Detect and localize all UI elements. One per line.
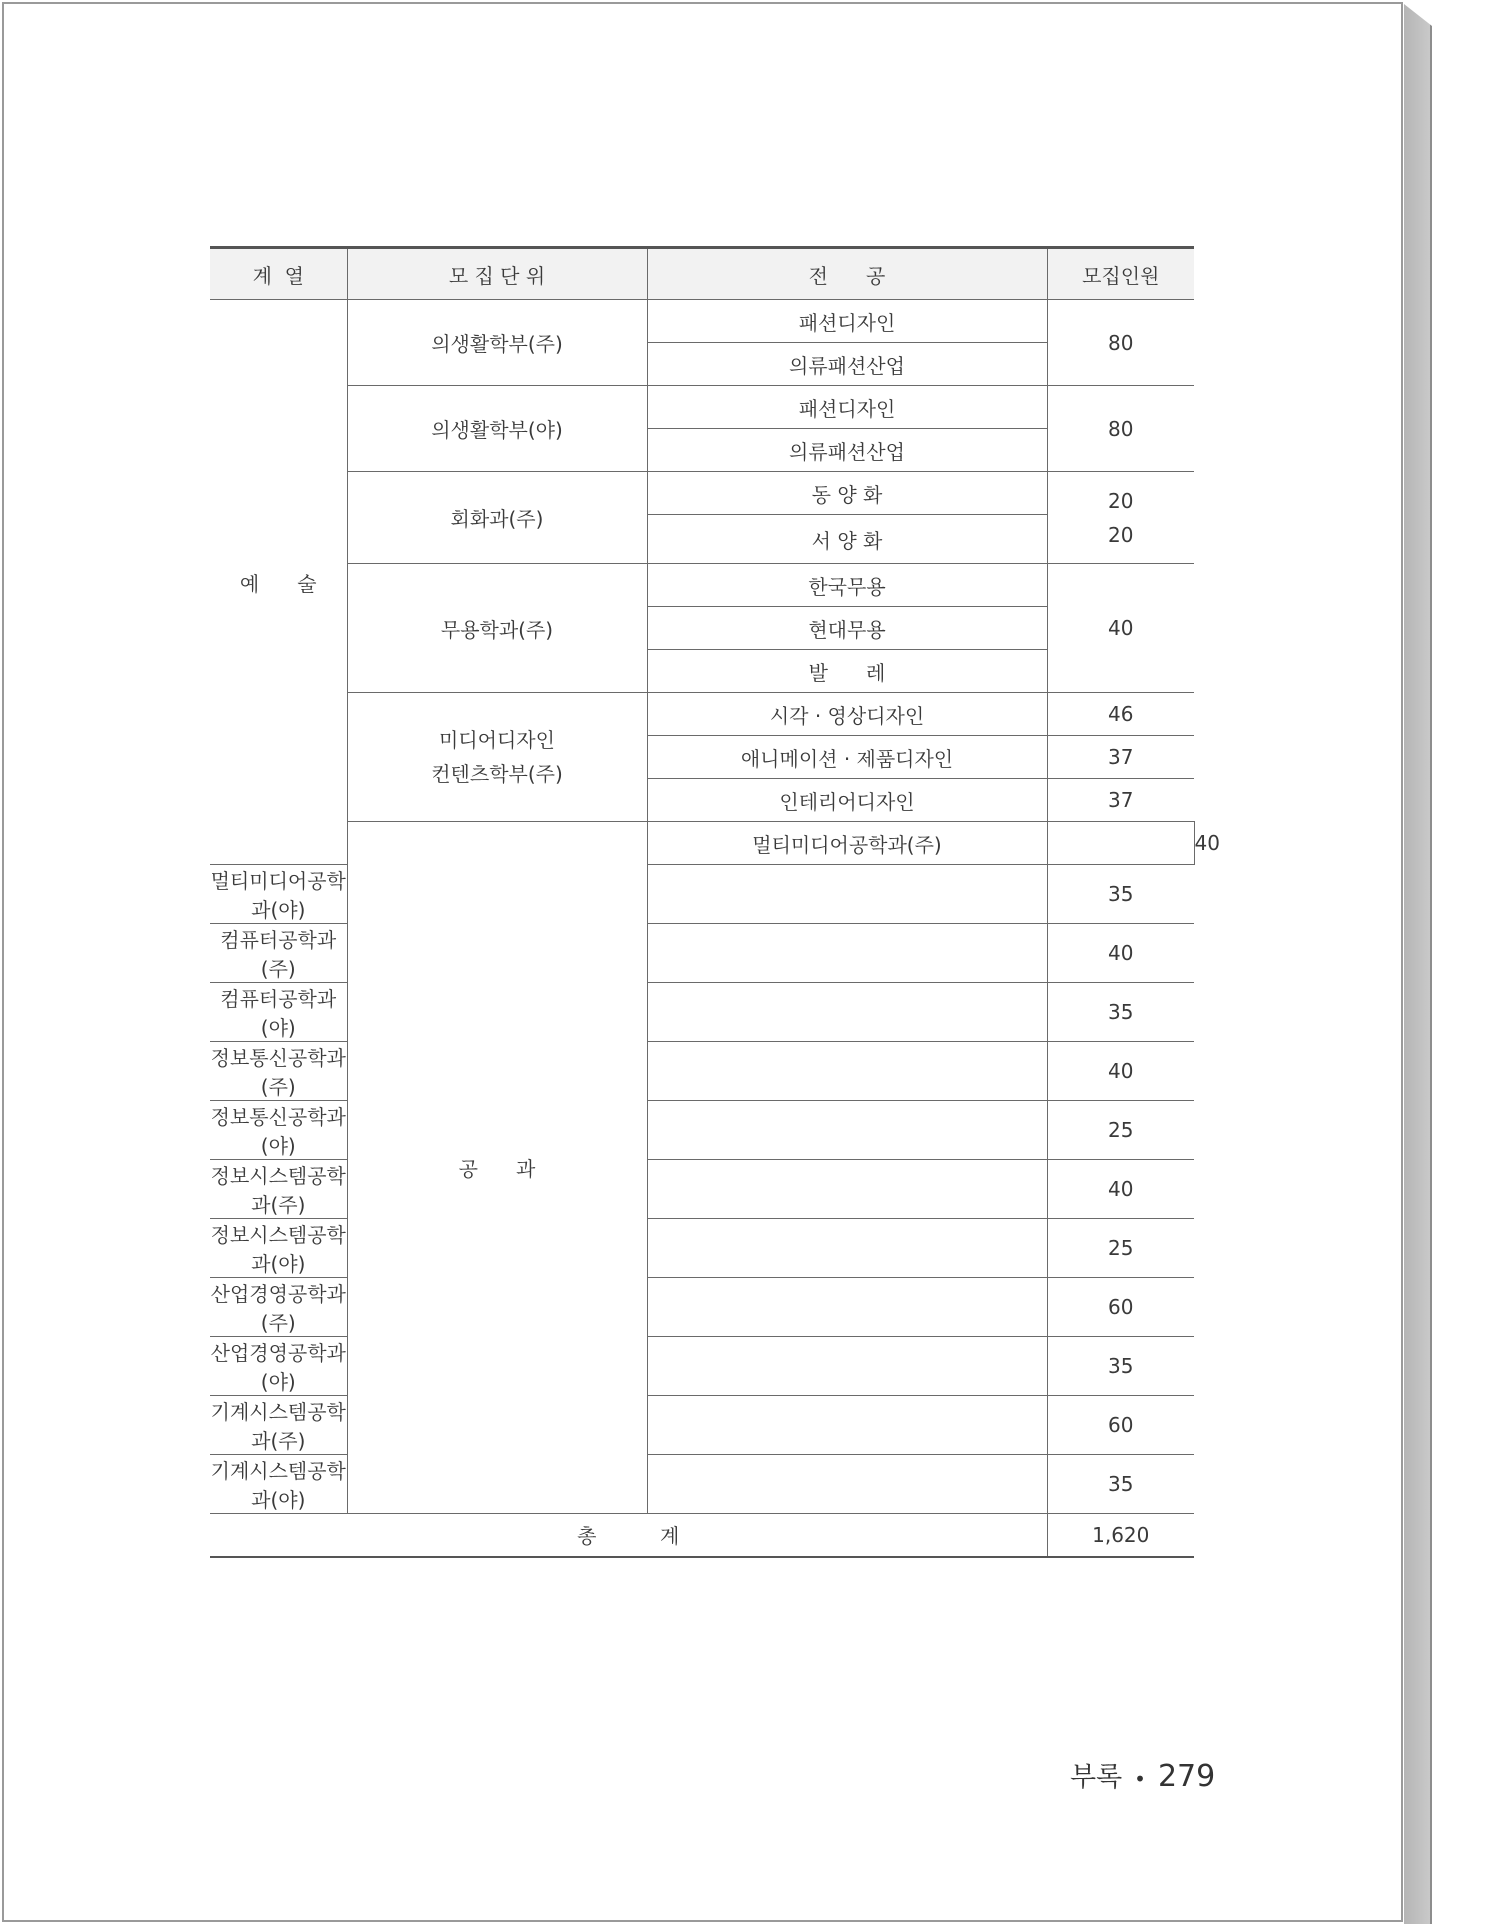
header-count: 모집인원	[1047, 248, 1194, 300]
unit-cell: 산업경영공학과(주)	[210, 1278, 347, 1337]
total-row	[210, 1514, 1194, 1557]
major-cell	[647, 1278, 1047, 1337]
footer-section: 부록	[1070, 1762, 1123, 1793]
count-cell: 60	[1047, 1278, 1194, 1337]
major-cell	[647, 1337, 1047, 1396]
count-cell: 46	[1047, 693, 1194, 736]
major-cell: 패션디자인	[647, 300, 1047, 343]
unit-cell: 기계시스템공학과(주)	[210, 1396, 347, 1455]
category-engineering: 공 과	[347, 822, 647, 1514]
category-art: 예 술	[210, 300, 347, 865]
unit-cell: 산업경영공학과(야)	[210, 1337, 347, 1396]
major-cell	[647, 865, 1047, 924]
total-value: 1,620	[1047, 1514, 1194, 1557]
major-cell	[647, 1042, 1047, 1101]
major-cell	[647, 1219, 1047, 1278]
count-cell: 37	[1047, 779, 1194, 822]
count-cell: 40	[1047, 1042, 1194, 1101]
count-cell: 40	[1047, 1160, 1194, 1219]
count-cell: 60	[1047, 1396, 1194, 1455]
table-row	[210, 472, 1194, 515]
unit-cell: 무용학과(주)	[347, 564, 647, 693]
unit-cell: 의생활학부(주)	[347, 300, 647, 386]
header-major: 전 공	[647, 248, 1047, 300]
unit-cell: 멀티미디어공학과(야)	[210, 865, 347, 924]
count-cell: 25	[1047, 1219, 1194, 1278]
page-number: 279	[1157, 1759, 1216, 1794]
unit-line: 컨텐츠학부(주)	[431, 762, 563, 786]
major-cell: 패션디자인	[647, 386, 1047, 429]
count-cell: 35	[1047, 983, 1194, 1042]
major-cell	[647, 1101, 1047, 1160]
header-category: 계 열	[210, 248, 347, 300]
table-row	[210, 564, 1194, 607]
unit-cell: 컴퓨터공학과(주)	[210, 924, 347, 983]
unit-line: 미디어디자인	[439, 728, 555, 752]
table-row	[210, 693, 1194, 736]
table-row	[210, 386, 1194, 429]
table-row	[210, 300, 1194, 343]
unit-cell: 정보시스템공학과(야)	[210, 1219, 347, 1278]
major-cell: 애니메이션 · 제품디자인	[647, 736, 1047, 779]
major-cell: 서 양 화	[647, 515, 1047, 564]
major-cell	[647, 1160, 1047, 1219]
count-value: 20	[1108, 522, 1134, 547]
unit-cell: 기계시스템공학과(야)	[210, 1455, 347, 1514]
unit-cell: 정보통신공학과(야)	[210, 1101, 347, 1160]
count-cell: 35	[1047, 865, 1194, 924]
major-cell	[1047, 822, 1194, 865]
major-cell	[647, 983, 1047, 1042]
count-cell: 40	[1047, 564, 1194, 693]
major-cell	[647, 1396, 1047, 1455]
count-cell: 25	[1047, 1101, 1194, 1160]
unit-cell: 정보시스템공학과(주)	[210, 1160, 347, 1219]
count-cell: 40	[1047, 924, 1194, 983]
count-cell: 80	[1047, 300, 1194, 386]
major-cell: 인테리어디자인	[647, 779, 1047, 822]
page-edge	[1404, 4, 1432, 1924]
page-footer	[1070, 1755, 1215, 1794]
count-cell: 37	[1047, 736, 1194, 779]
major-cell: 현대무용	[647, 607, 1047, 650]
major-cell: 발 레	[647, 650, 1047, 693]
table-row	[210, 822, 1194, 865]
total-label: 총 계	[210, 1514, 1047, 1557]
major-cell: 동 양 화	[647, 472, 1047, 515]
count-value: 20	[1108, 488, 1134, 513]
unit-cell	[347, 693, 647, 822]
count-cell: 35	[1047, 1337, 1194, 1396]
count-cell: 80	[1047, 386, 1194, 472]
unit-cell: 회화과(주)	[347, 472, 647, 564]
major-cell: 시각 · 영상디자인	[647, 693, 1047, 736]
major-cell: 의류패션산업	[647, 343, 1047, 386]
unit-cell: 의생활학부(야)	[347, 386, 647, 472]
unit-cell: 컴퓨터공학과(야)	[210, 983, 347, 1042]
count-cell: 35	[1047, 1455, 1194, 1514]
major-cell	[647, 924, 1047, 983]
recruitment-table	[210, 246, 1194, 1558]
unit-cell: 정보통신공학과(주)	[210, 1042, 347, 1101]
major-cell: 의류패션산업	[647, 429, 1047, 472]
major-cell: 한국무용	[647, 564, 1047, 607]
table-header-row	[210, 248, 1194, 300]
unit-cell: 멀티미디어공학과(주)	[647, 822, 1047, 865]
footer-bullet: •	[1134, 1766, 1146, 1791]
major-cell	[647, 1455, 1047, 1514]
header-unit: 모 집 단 위	[347, 248, 647, 300]
count-cell	[1047, 472, 1194, 564]
